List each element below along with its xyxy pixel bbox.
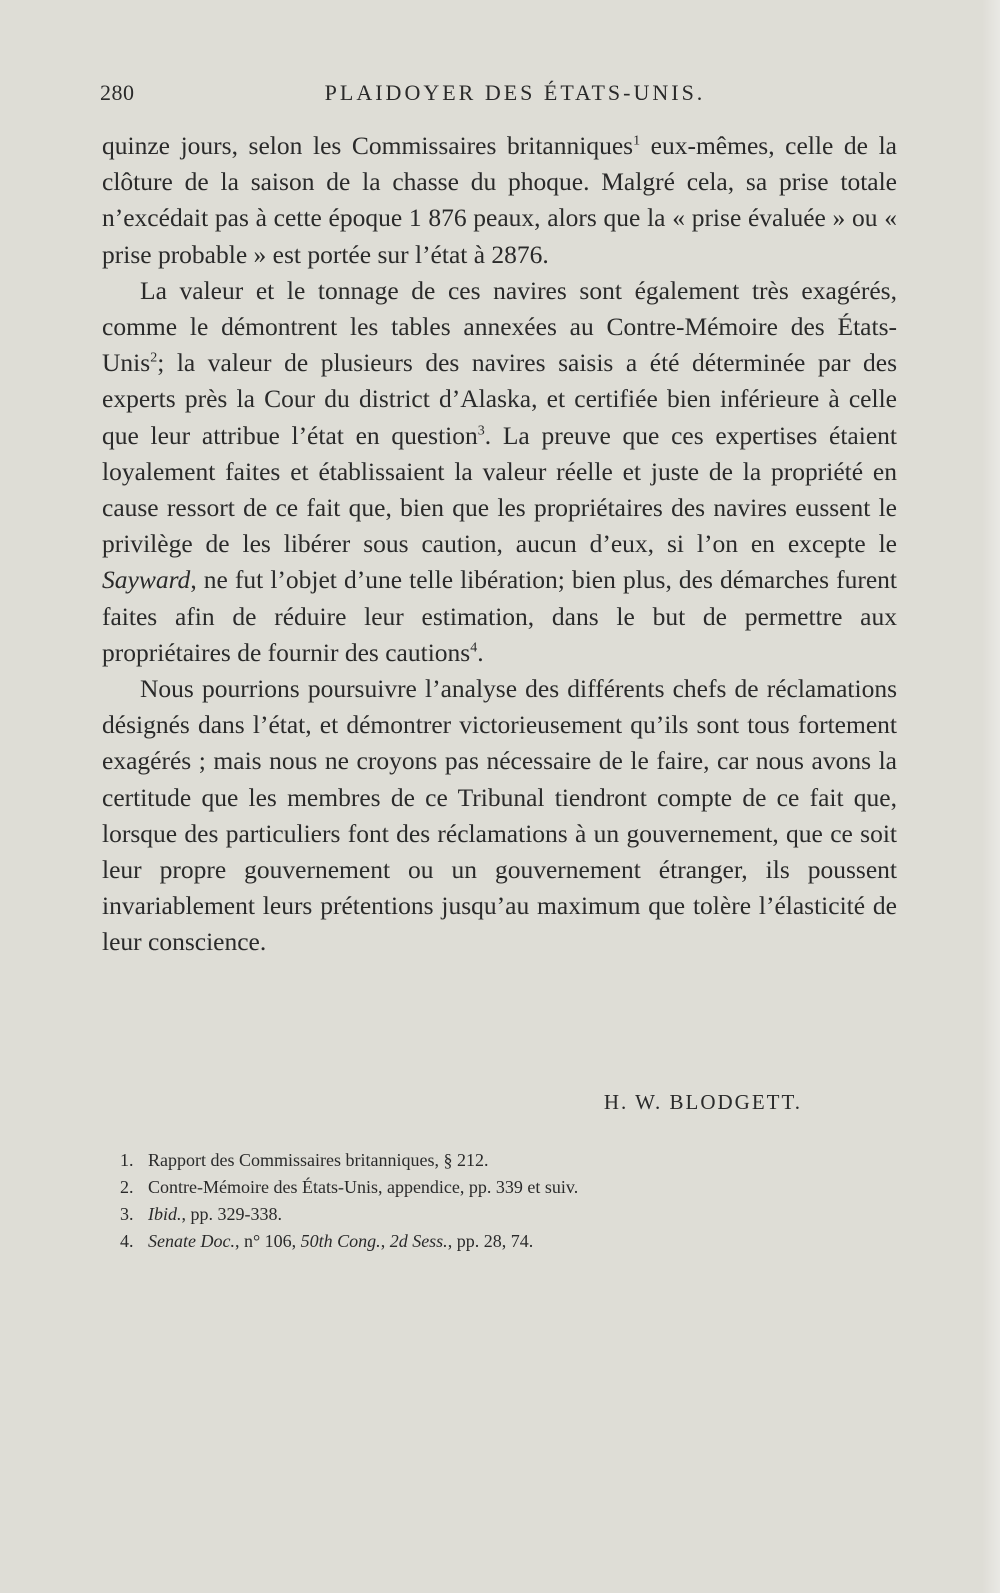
footnote-number: 1. — [120, 1150, 134, 1170]
running-title: PLAIDOYER DES ÉTATS-UNIS. — [324, 80, 706, 105]
footnote-number: 3. — [120, 1204, 134, 1224]
paragraph — [102, 273, 897, 671]
text-run: ; la valeur de plusieurs des navires saisis a été déterminée par des experts près la Cour du district d’Alaska, et certifiée bien inférieure à celle que leur attribue l’état en question — [102, 348, 897, 450]
text-run: quinze jours, selon les Commissaires britanniques — [102, 131, 634, 160]
italic-text: Senate Doc. — [148, 1231, 235, 1251]
body-text — [102, 128, 897, 961]
text-run: , pp. 329-338. — [181, 1204, 282, 1224]
footnote-number: 2. — [120, 1177, 134, 1197]
text-run: Rapport des Commissaires britanniques, § 212. — [148, 1150, 489, 1170]
text-run: , ne fut l’objet d’une telle libération; bien plus, des démarches furent faites afin de réduire leur estimation, dans le but de permettre aux propriétaires de fournir des cautions — [102, 565, 897, 667]
footnote — [120, 1174, 820, 1201]
italic-text: 50th Cong. — [300, 1231, 381, 1251]
footnotes — [120, 1147, 820, 1255]
text-run: Nous pourrions poursuivre l’analyse des différents chefs de réclamations désignés dans l’état, et démontrer victorieusement qu’ils sont tous fortement exagérés ; mais nous ne croyons pas nécessaire de le faire, car nous avons la certitude que les membres de ce Tribunal tiendront compte de ce fait que, lorsque des particuliers font des réclamations à un gouvernement, que ce soit leur propre gouvernement ou un gouvernement étranger, ils poussent invariablement leurs prétentions jusqu’au maximum que tolère l’élasticité de leur conscience. — [102, 674, 897, 957]
italic-text: Ibid. — [148, 1204, 182, 1224]
italic-text: 2d Sess. — [389, 1231, 448, 1251]
page-header — [100, 80, 890, 120]
page-edge-shadow — [982, 0, 1000, 1593]
page-number: 280 — [100, 80, 135, 105]
footnote — [120, 1228, 820, 1255]
signature: H. W. BLODGETT. — [603, 1090, 802, 1114]
italic-text: Sayward — [102, 565, 191, 595]
paragraph — [102, 128, 897, 273]
footnote-ref: 2 — [150, 350, 158, 366]
paragraph — [102, 671, 897, 961]
footnote-number: 4. — [120, 1231, 134, 1251]
footnote-ref: 1 — [633, 133, 641, 149]
text-run: , — [380, 1231, 390, 1251]
footnote-ref: 3 — [477, 423, 485, 439]
text-run: La valeur et le tonnage de ces navires sont également très exagérés, comme le démontrent les tables annexées au Contre-Mémoire des États-Unis — [102, 275, 897, 378]
footnote — [120, 1201, 820, 1228]
text-run: , pp. 28, 74. — [447, 1231, 534, 1251]
text-run: . — [477, 637, 484, 667]
text-run: , n° 106, — [234, 1231, 301, 1251]
text-run: Contre-Mémoire des États-Unis, appendice, pp. 339 et suiv. — [148, 1177, 579, 1197]
text-run: . La preuve que ces expertises étaient loyalement faites et établissaient la valeur réelle et juste de la propriété en cause ressort de ce fait que, bien que les propriétaires des navires eussent le privilège de les libérer sous caution, aucun d’eux, si l’on en excepte le — [102, 420, 897, 559]
footnote-ref: 4 — [470, 640, 478, 656]
footnote — [120, 1147, 820, 1174]
text-run: eux-mêmes, celle de la clôture de la saison de la chasse du phoque. Malgré cela, sa prise totale n’excédait pas à cette époque 1 876 peaux, alors que la « prise évaluée » ou « prise probable » est portée sur l’état à 2876. — [102, 131, 897, 269]
